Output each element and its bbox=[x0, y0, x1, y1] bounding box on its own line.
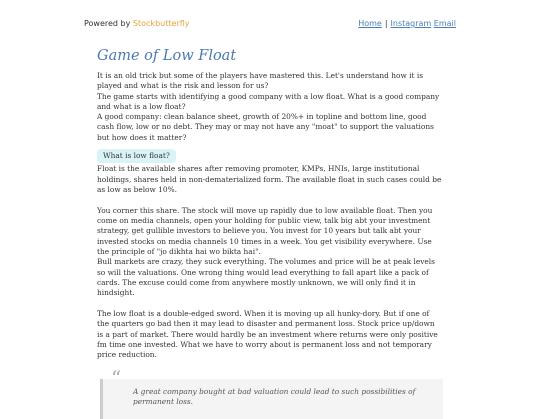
powered-by-prefix: Powered by bbox=[84, 19, 131, 28]
nav-home-link[interactable]: Home bbox=[358, 19, 382, 28]
page-title: Game of Low Float bbox=[97, 48, 237, 64]
blockquote bbox=[100, 366, 443, 419]
bull-paragraph: Bull markets are crazy, they suck everything. The volumes and price will be at peak levels so will the valuations. One wrong thing would lead everything to fall apart like a pack of cards. The excuse could come from anywhere mostly unknown, we will only find it in hindsight. bbox=[97, 257, 435, 298]
quote-mark-icon: “ bbox=[111, 366, 122, 390]
brand-link[interactable]: Stockbutterfly bbox=[132, 19, 190, 28]
top-bar bbox=[84, 19, 456, 33]
nav-separator: | bbox=[384, 19, 388, 28]
intro-paragraph: The game starts with identifying a good company with a low float. What is a good company and what is a low float? bbox=[97, 91, 440, 111]
low-float-callout: What is low float? bbox=[97, 149, 176, 163]
sword-paragraph: The low float is a double-edged sword. When it is moving up all hunky-dory. But if one of the quarters go bad then it may lead to disaster and permanent loss. Stock price up/down is a part of market. There would hardly be an investment where returns were only positive fm time one invested. What we have to worry about is permanent loss and not temporary price reduction. bbox=[97, 308, 438, 360]
float-definition: Float is the available shares after removing promoter, KMPs, HNIs, large institutional holdings, shares held in non-dematerialized form. The available float in such cases could be as low as below 10%. bbox=[97, 164, 442, 194]
article-body bbox=[97, 71, 442, 360]
nav-instagram-link[interactable]: Instagram bbox=[390, 19, 432, 28]
nav-email-link[interactable]: Email bbox=[433, 19, 456, 28]
quote-text: A great company bought at bad valuation could lead to such possibilities of permanent loss. bbox=[133, 387, 416, 407]
powered-by bbox=[84, 19, 189, 28]
corner-paragraph: You corner this share. The stock will move up rapidly due to low available float. Then you come on media channels, open your holding for public view, talk big abt your investment strategy, get gullible investors to believe you. You invest for 10 years but talk abt your invested stocks on media channels 10 times in a week. You get visibility everywhere. Use the principle of "jo dikhta hai wo bikta hai". bbox=[97, 205, 433, 256]
intro-paragraph: A good company: clean balance sheet, growth of 20%+ in topline and bottom line, good cash flow, low or no debt. They may or may not have any "moat" to support the valuations but how does it matter? bbox=[97, 112, 434, 142]
intro-paragraph: It is an old trick but some of the players have mastered this. Let's understand how it is played and what is the risk and lesson for us? bbox=[97, 71, 423, 91]
top-nav bbox=[358, 19, 456, 28]
